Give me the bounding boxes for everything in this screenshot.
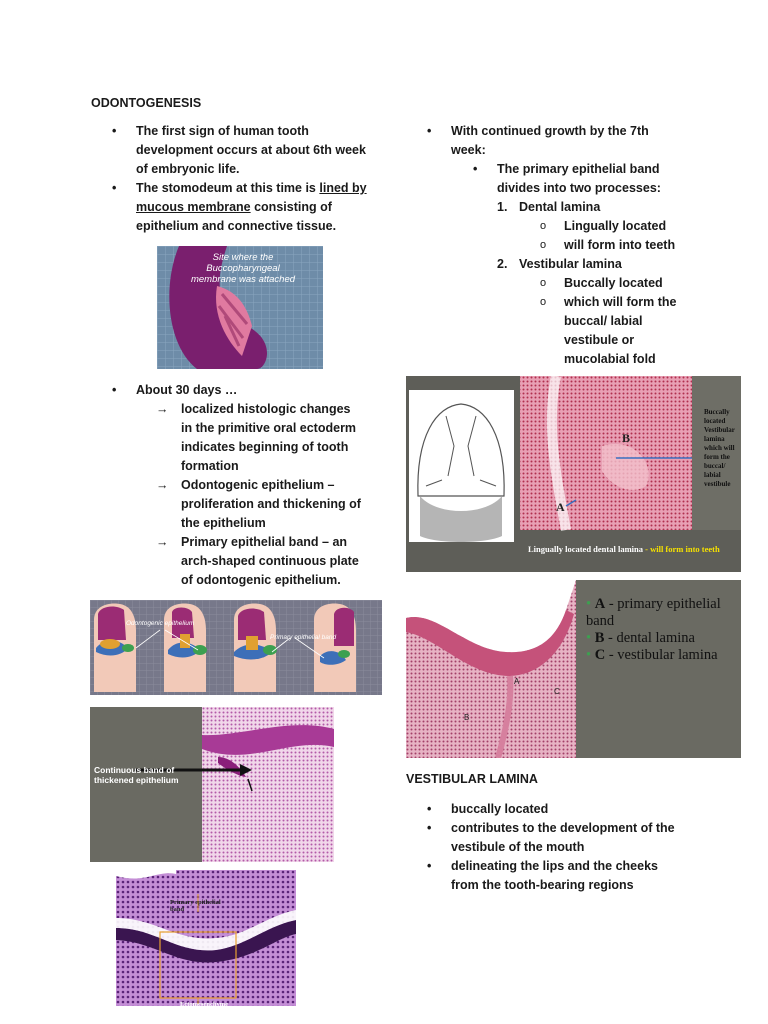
vestibular-bullets: [451, 800, 681, 895]
lamina-legend-figure: [406, 580, 741, 758]
legend-item: • C - vestibular lamina: [586, 647, 718, 663]
list-item: → Primary epithelial band – an arch-shaped continuous plate of odontogenic epithelium.: [156, 535, 359, 587]
circle-bullet-icon: o: [540, 296, 547, 308]
list-item: • buccally located: [451, 800, 681, 819]
sub-item: o Lingually located: [564, 217, 689, 236]
figure-caption: Continuous band of thickened epithelium: [94, 765, 179, 785]
figure-legend: [586, 596, 738, 664]
legend-item: • A - primary epithelial band: [586, 596, 721, 629]
figure-caption: Site where the Buccopharyngeal membrane was attached: [190, 252, 296, 285]
figure-mark-a: A: [556, 500, 565, 514]
tooth-stages-figure: [90, 600, 382, 695]
figure-label: Primary epithelial band: [270, 634, 337, 641]
list-item: • contributes to the development of the vestibule of the mouth: [451, 819, 681, 857]
lamina-comparison-figure: [406, 376, 741, 572]
figure-label: Odontogenic epithelium: [126, 620, 195, 627]
arrow-icon: →: [156, 478, 169, 492]
process-item: 1. Dental lamina: [497, 200, 601, 214]
process-item: 2. Vestibular lamina: [497, 257, 622, 271]
legend-item: • B - dental lamina: [586, 630, 695, 646]
list-item: • About 30 days …: [136, 381, 361, 400]
figure-label: Primary epithelial band: [170, 899, 221, 913]
arrow-icon: →: [156, 402, 169, 416]
list-item: • The first sign of human tooth development occurs at about 6th week of embryonic life.: [136, 122, 371, 179]
circle-bullet-icon: o: [540, 277, 547, 289]
about-30-days-list: [136, 381, 361, 400]
sub-item: o Buccally located: [564, 274, 689, 293]
figure-label: Ectomesenchyme: [180, 1001, 229, 1006]
figure-mark-b: B: [464, 713, 470, 722]
processes-list: [497, 198, 689, 369]
arrow-icon: →: [156, 535, 169, 549]
right-main-bullets: [451, 122, 681, 160]
list-item: • delineating the lips and the cheeks from the tooth-bearing regions: [451, 857, 681, 895]
list-item: • With continued growth by the 7th week:: [451, 122, 681, 160]
list-item: → Odontogenic epithelium – proliferation and thickening of the epithelium: [156, 478, 361, 530]
figure-bottom-caption: Lingually located dental lamina - will form into teeth: [528, 544, 720, 554]
figure-side-caption: Buccally located Vestibular lamina which will form the buccal/ labial vestibule: [704, 408, 735, 488]
list-item: • The stomodeum at this time is lined by mucous membrane consisting of epithelium and connective tissue.: [136, 179, 371, 236]
right-sub-bullets: [497, 160, 687, 198]
list-item: • The primary epithelial band divides into two processes:: [497, 160, 687, 198]
arrow-list: [156, 400, 361, 590]
epithelial-band-histology-figure: [116, 870, 296, 1006]
circle-bullet-icon: o: [540, 239, 547, 251]
figure-mark-b: B: [622, 431, 631, 445]
list-item: → localized histologic changes in the primitive oral ectoderm indicates beginning of tooth formation: [156, 402, 357, 473]
section-heading: VESTIBULAR LAMINA: [406, 772, 538, 786]
stomodeum-figure: [157, 246, 323, 369]
page-heading: ODONTOGENESIS: [91, 96, 202, 110]
sub-item: o will form into teeth: [564, 236, 689, 255]
circle-bullet-icon: o: [540, 220, 547, 232]
sub-item: o which will form the buccal/ labial vestibule or mucolabial fold: [540, 295, 677, 366]
intro-bullets: [136, 122, 371, 236]
figure-mark-a: A: [514, 677, 520, 686]
figure-mark-c: C: [554, 687, 560, 696]
continuous-band-figure: [90, 707, 334, 862]
